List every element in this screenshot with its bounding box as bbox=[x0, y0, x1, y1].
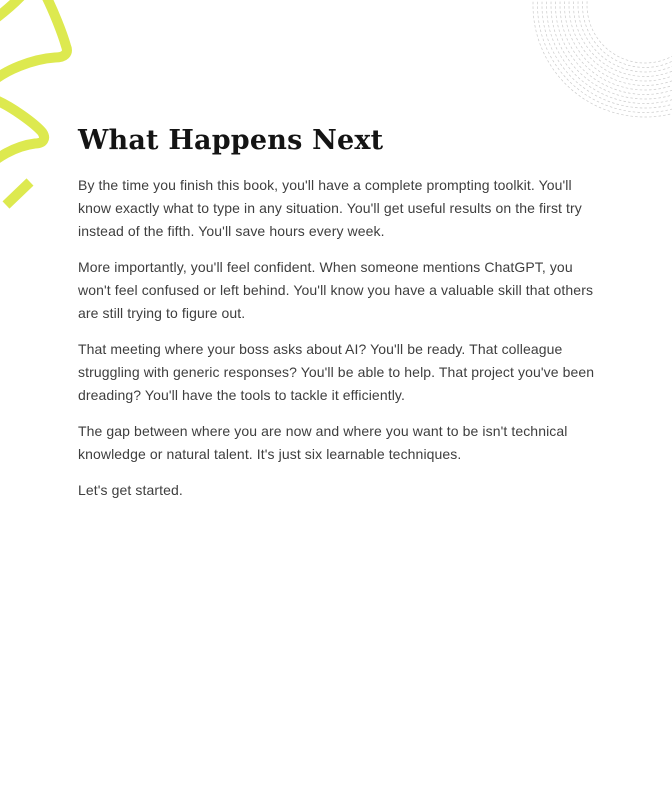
concentric-circle bbox=[578, 0, 672, 72]
circles-stroke-group bbox=[533, 0, 672, 117]
concentric-circle bbox=[542, 0, 672, 108]
concentric-circle bbox=[569, 0, 672, 81]
concentric-circle bbox=[560, 0, 672, 90]
concentric-circle bbox=[538, 0, 672, 113]
body-paragraph: More importantly, you'll feel confident. When someone mentions ChatGPT, you won't feel confused or left behind. You'll know you have a valuable skill that others are still trying to figure out. bbox=[78, 259, 594, 322]
squiggle-stroke-group bbox=[0, 0, 67, 205]
concentric-circle bbox=[551, 0, 672, 99]
squiggle-tail-path bbox=[6, 182, 30, 205]
concentric-circle bbox=[587, 0, 672, 63]
body-paragraph: Let's get started. bbox=[78, 482, 183, 499]
concentric-circle bbox=[533, 0, 672, 117]
squiggle-coil-path bbox=[0, 0, 67, 169]
concentric-circles-decoration bbox=[532, 0, 672, 120]
concentric-circle bbox=[574, 0, 672, 77]
body-paragraph: That meeting where your boss asks about AI? You'll be ready. That colleague struggling with generic responses? You'll be able to help. That project you've been dreading? You'll have the tools to tackle it efficiently. bbox=[78, 341, 595, 404]
page-title: What Happens Next bbox=[78, 125, 384, 156]
body-paragraph: The gap between where you are now and where you want to be isn't technical knowledge or natural talent. It's just six learnable techniques. bbox=[78, 423, 568, 463]
chapter-content bbox=[78, 125, 598, 515]
concentric-circle bbox=[565, 0, 672, 86]
squiggle-doodle-decoration bbox=[0, 0, 80, 215]
body-paragraph: By the time you finish this book, you'll have a complete prompting toolkit. You'll know exactly what to type in any situation. You'll get useful results on the first try instead of the fifth. You'll save hours every week. bbox=[78, 177, 582, 240]
